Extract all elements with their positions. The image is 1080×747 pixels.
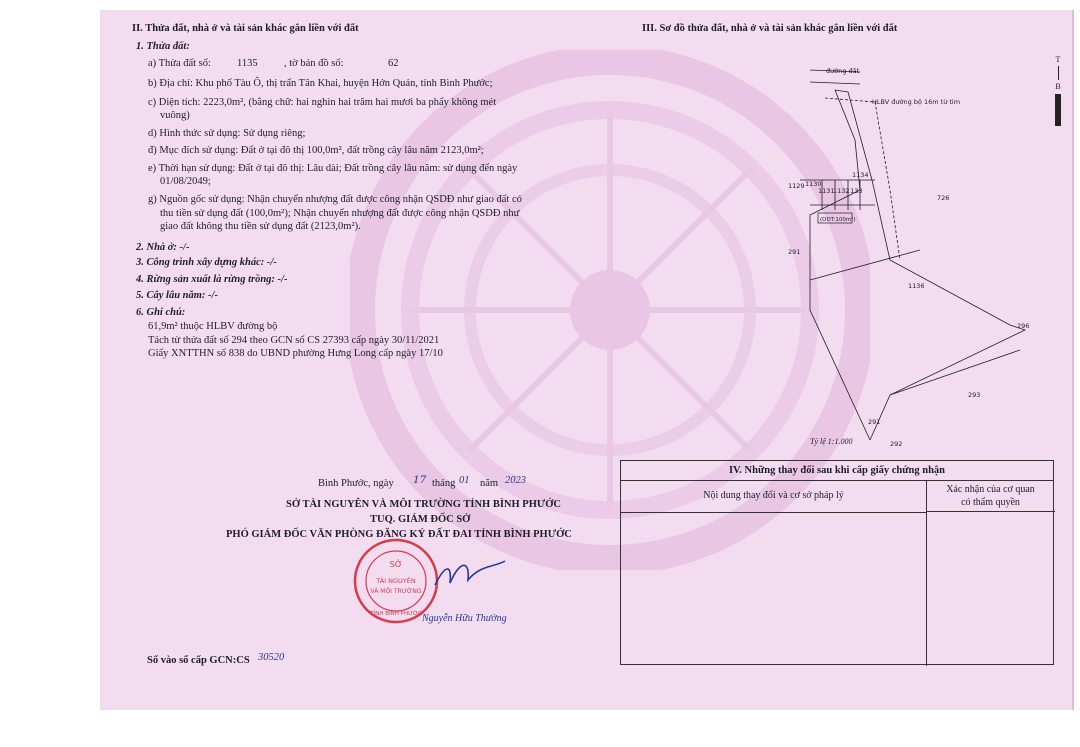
usage-purpose: đ) Mục đích sử dụng: Đất ở tại đô thị 100,0m², đất trồng cây lâu năm 2123,0m²; — [148, 145, 484, 156]
usage-term-1: e) Thời hạn sử dụng: Đất ở tại đô thị: Lâu dài; Đất trồng cây lâu năm: sử dụng đến ngày — [148, 163, 518, 174]
col-confirm-line-1: Xác nhận của cơ quan — [946, 484, 1035, 495]
parcel-296: 296 — [1017, 322, 1030, 330]
parcel-label: a) Thửa đất số: — [148, 58, 211, 69]
parcel-number: 1135 — [237, 58, 258, 69]
parcel-291-bottom: 291 — [868, 418, 881, 426]
north-arrow — [1051, 55, 1065, 126]
changes-title: IV. Những thay đổi sau khi cấp giấy chứng nhận — [621, 461, 1053, 481]
parcel-292: 292 — [890, 440, 903, 448]
map-label: , tờ bản đồ số: — [284, 58, 344, 69]
north-letter-b: B — [1055, 82, 1061, 91]
svg-text:TÀI NGUYÊN: TÀI NGUYÊN — [376, 577, 416, 585]
signer-title: PHÓ GIÁM ĐỐC VĂN PHÒNG ĐĂNG KÝ ĐẤT ĐAI TỈNH BÌNH PHƯỚC — [226, 529, 572, 540]
parcel-293: 293 — [968, 391, 981, 399]
land-title: 1. Thửa đất: — [136, 41, 190, 52]
date-prefix: Bình Phước, ngày — [318, 478, 394, 489]
other-works-line: 3. Công trình xây dựng khác: -/- — [136, 257, 277, 268]
table-divider — [926, 512, 927, 666]
map-number: 62 — [388, 58, 399, 69]
col-content-header: Nội dung thay đổi và cơ sở pháp lý — [621, 480, 927, 513]
parcel-1129: 1129 — [788, 182, 805, 190]
forest-line: 4. Rừng sản xuất là rừng trồng: -/- — [136, 274, 288, 285]
svg-text:VÀ MÔI TRƯỜNG: VÀ MÔI TRƯỜNG — [370, 588, 422, 595]
register-label: Số vào sổ cấp GCN:CS — [147, 655, 250, 666]
section-iii-heading: III. Sơ đồ thửa đất, nhà ở và tài sản khác gắn liền với đất — [642, 23, 898, 34]
date-month-label: tháng — [432, 478, 456, 489]
notes-title: 6. Ghi chú: — [136, 307, 186, 318]
perennial-line: 5. Cây lâu năm: -/- — [136, 290, 218, 301]
north-arrow-shaft — [1055, 94, 1061, 126]
area-label: (ODT:100m²) — [820, 217, 856, 223]
parcel-1134: 1134 — [852, 171, 869, 179]
usage-form: d) Hình thức sử dụng: Sử dụng riêng; — [148, 128, 306, 139]
note-3: Giấy XNTTHN số 838 do UBND phường Hưng Long cấp ngày 17/10 — [148, 348, 443, 359]
section-ii-heading: II. Thửa đất, nhà ở và tài sản khác gắn liền với đất — [132, 23, 359, 34]
col-confirm-header — [926, 480, 1055, 512]
signer-authority: TUQ. GIÁM ĐỐC SỞ — [370, 514, 471, 525]
hlbv-label: HLBV đường bộ 16m từ tim — [872, 98, 961, 106]
scale-label: Tỷ lệ 1:1.000 — [810, 437, 853, 446]
parcel-1132: 1132 — [833, 187, 850, 195]
date-year: 2023 — [505, 475, 526, 486]
date-day: 17 — [413, 474, 427, 486]
parcel-1133: 1133 — [846, 187, 863, 195]
signer-org: SỞ TÀI NGUYÊN VÀ MÔI TRƯỜNG TỈNH BÌNH PHƯỚC — [286, 499, 561, 510]
note-2: Tách từ thửa đất số 294 theo GCN số CS 27393 cấp ngày 30/11/2021 — [148, 335, 440, 346]
date-month: 01 — [459, 475, 470, 486]
parcel-1136: 1136 — [908, 282, 925, 290]
signature — [430, 555, 510, 595]
parcel-726: 726 — [937, 194, 950, 202]
signer-name: Nguyễn Hữu Thường — [422, 613, 507, 624]
north-letter-t: T — [1055, 55, 1061, 64]
register-number: 30520 — [258, 652, 285, 663]
area-line-2: vuông) — [160, 110, 190, 121]
date-year-label: năm — [480, 478, 499, 489]
parcel-291-top: 291 — [788, 248, 801, 256]
house-line: 2. Nhà ở: -/- — [136, 242, 190, 253]
address: b) Địa chỉ: Khu phố Tàu Ô, thị trấn Tân Khai, huyện Hớn Quản, tỉnh Bình Phước; — [148, 78, 493, 89]
svg-text:TỈNH BÌNH PHƯỚC: TỈNH BÌNH PHƯỚC — [370, 611, 422, 617]
origin-3: giao đất không thu tiền sử dụng đất (2123,0m²). — [160, 221, 361, 232]
origin-1: g) Nguồn gốc sử dụng: Nhận chuyển nhượng đất được công nhận QSDĐ như giao đất có — [148, 194, 522, 205]
parcel-1131: 1131 — [818, 187, 835, 195]
origin-2: thu tiền sử dụng đất (100,0m²); Nhận chuyển nhượng đất được công nhận QSDĐ như — [160, 208, 520, 219]
parcel-sketch — [780, 60, 1050, 450]
svg-text:SỞ: SỞ — [389, 560, 403, 569]
parcel-1130: 1130 — [805, 180, 822, 188]
usage-term-2: 01/08/2049; — [160, 176, 211, 187]
note-1: 61,9m² thuộc HLBV đường bộ — [148, 321, 278, 332]
area-line-1: c) Diện tích: 2223,0m², (bằng chữ: hai nghìn hai trăm hai mươi ba phẩy không mét — [148, 97, 497, 108]
col-confirm-line-2: có thẩm quyền — [961, 497, 1020, 508]
road-label: đường đất — [826, 67, 860, 75]
changes-table — [620, 460, 1054, 665]
